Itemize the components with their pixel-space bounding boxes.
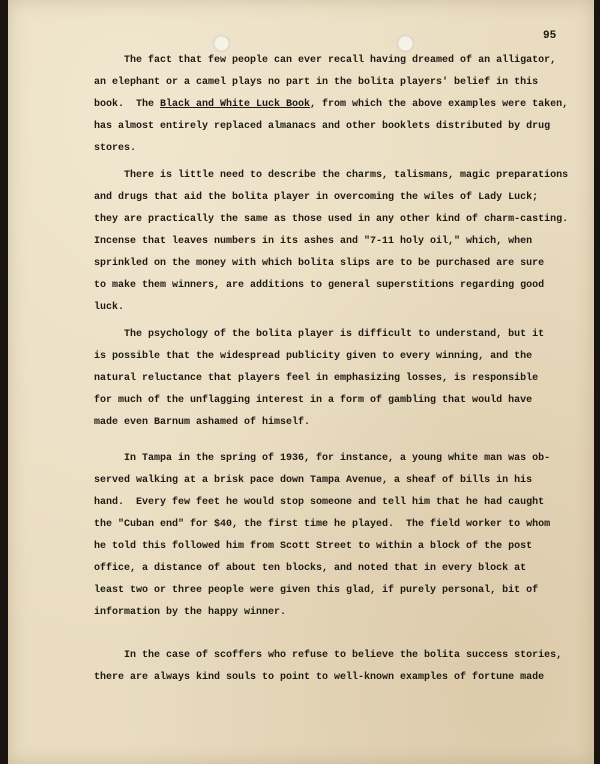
- text-line: for much of the unflagging interest in a form of gambling that would have: [94, 395, 533, 406]
- punch-hole-right: [397, 35, 414, 52]
- text-line: least two or three people were given this glad, if purely personal, bit of: [94, 585, 539, 596]
- text-line: natural reluctance that players feel in emphasizing losses, is responsible: [94, 373, 539, 384]
- text-line: and drugs that aid the bolita player in overcoming the wiles of Lady Luck;: [94, 192, 539, 203]
- text-line: In the case of scoffers who refuse to believe the bolita success stories,: [94, 650, 563, 661]
- text-line: luck.: [94, 302, 125, 313]
- text-line: hand. Every few feet he would stop someone and tell him that he had caught: [94, 497, 545, 508]
- text-line: he told this followed him from Scott Street to within a block of the post: [94, 541, 533, 552]
- text-line: information by the happy winner.: [94, 607, 287, 618]
- text-line: There is little need to describe the charms, talismans, magic preparations: [94, 170, 569, 181]
- text-line: the "Cuban end" for $40, the first time he played. The field worker to whom: [94, 519, 551, 530]
- typewritten-page: [8, 0, 594, 764]
- text-line: has almost entirely replaced almanacs and other booklets distributed by drug: [94, 121, 551, 132]
- text-line: The fact that few people can ever recall having dreamed of an alligator,: [94, 55, 557, 66]
- text-line: stores.: [94, 143, 137, 154]
- text-line: office, a distance of about ten blocks, and noted that in every block at: [94, 563, 527, 574]
- text-line: made even Barnum ashamed of himself.: [94, 417, 311, 428]
- book-title: Black and White Luck Book: [160, 99, 311, 110]
- text-line: In Tampa in the spring of 1936, for instance, a young white man was ob-: [94, 453, 551, 464]
- text-line: an elephant or a camel plays no part in the bolita players' belief in this: [94, 77, 539, 88]
- punch-hole-left: [213, 35, 230, 52]
- text-line: there are always kind souls to point to well-known examples of fortune made: [94, 672, 545, 683]
- text-line: is possible that the widespread publicity given to every winning, and the: [94, 351, 533, 362]
- text-line: to make them winners, are additions to general superstitions regarding good: [94, 280, 545, 291]
- page-number: 95: [543, 30, 557, 42]
- text-line: sprinkled on the money with which bolita slips are to be purchased are sure: [94, 258, 545, 269]
- text-line: The psychology of the bolita player is difficult to understand, but it: [94, 329, 545, 340]
- text-line: Incense that leaves numbers in its ashes and "7-11 holy oil," which, when: [94, 236, 533, 247]
- text-line: book. The Black and White Luck Book, from which the above examples were taken,: [94, 99, 569, 110]
- text-line: served walking at a brisk pace down Tampa Avenue, a sheaf of bills in his: [94, 475, 533, 486]
- text-line: they are practically the same as those used in any other kind of charm-casting.: [94, 214, 569, 225]
